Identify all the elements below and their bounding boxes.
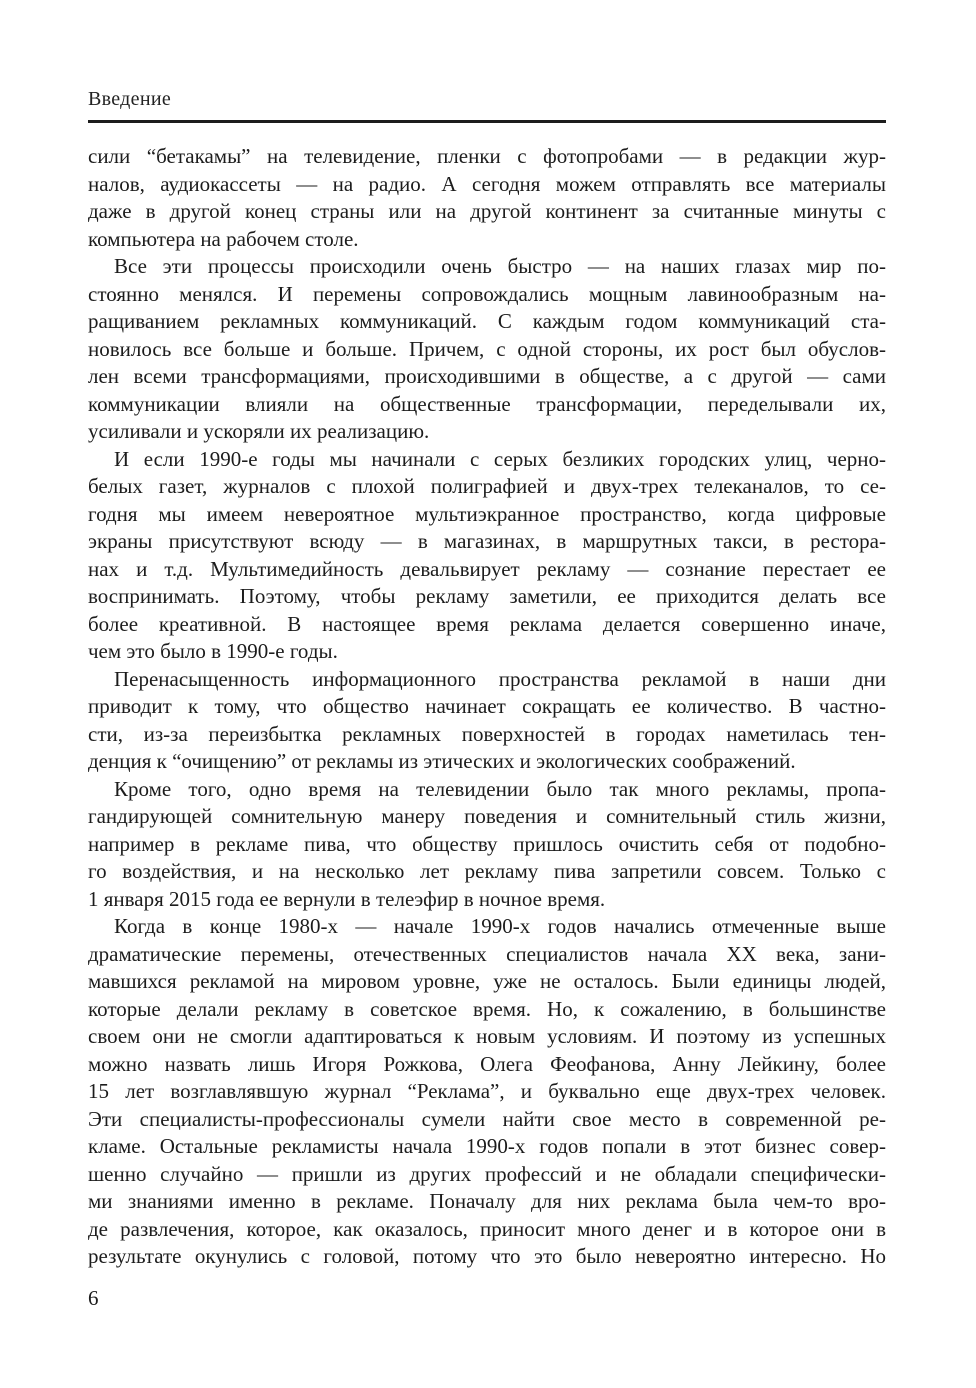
- text-line: приводит к тому, что общество начинает сокращать ее количество. В частно-: [88, 694, 886, 718]
- text-line: можно назвать лишь Игоря Рожкова, Олега Феофанова, Анну Лейкину, более: [88, 1051, 886, 1076]
- paragraph: [88, 446, 886, 666]
- paragraph: [88, 913, 886, 1271]
- text-line: 15 лет возглавлявшую журнал “Реклама”, и буквально еще двух-трех человек.: [88, 1079, 886, 1103]
- text-line: стоянно менялся. И перемены сопровождались мощным лавинообразным на-: [88, 281, 886, 306]
- text-line: Перенасыщенность информационного пространства рекламой в наши дни: [114, 666, 886, 691]
- text-line: кламе. Остальные рекламисты начала 1990-х годов попали в этот бизнес совер-: [88, 1134, 886, 1158]
- paragraph: [88, 143, 886, 253]
- text-line: усиливали и ускоряли их реализацию.: [88, 419, 430, 443]
- text-line: ми знаниями именно в рекламе. Поначалу для них реклама была чем-то вро-: [88, 1189, 886, 1213]
- text-line: экраны присутствуют всюду — в магазинах, в маршрутных такси, в рестора-: [88, 529, 886, 553]
- text-line: воспринимать. Поэтому, чтобы рекламу заметили, ее приходится делать все: [88, 584, 886, 608]
- text-line: Все эти процессы происходили очень быстро — на наших глазах мир по-: [114, 254, 886, 278]
- text-line: более креативной. В настоящее время реклама делается совершенно иначе,: [88, 611, 886, 636]
- text-line: ращиванием рекламных коммуникаций. С каждым годом коммуникаций ста-: [88, 309, 886, 333]
- text-line: Когда в конце 1980-х — начале 1990-х годов начались отмеченные выше: [114, 914, 886, 938]
- text-line: го воздействия, и на несколько лет рекламу пива запретили совсем. Только с: [88, 859, 886, 883]
- text-line: Эти специалисты-профессионалы сумели найти свое место в современной ре-: [88, 1106, 886, 1131]
- text-line: лен всеми трансформациями, происходившими в обществе, а с другой — сами: [88, 364, 886, 388]
- text-line: нах и т.д. Мультимедийность девальвирует рекламу — сознание перестает ее: [88, 556, 886, 581]
- text-line: годня мы имеем невероятное мультиэкранное пространство, когда цифровые: [88, 501, 886, 526]
- text-line: сти, из-за переизбытка рекламных поверхностей в городах наметилась тен-: [88, 721, 886, 746]
- text-line: мавшихся рекламой на мировом уровне, уже не осталось. Были единицы людей,: [88, 969, 886, 993]
- text-line: Кроме того, одно время на телевидении было так много рекламы, пропа-: [114, 776, 886, 801]
- text-line: денция к “очищению” от рекламы из этических и экологических соображений.: [88, 749, 796, 773]
- text-line: компьютера на рабочем столе.: [88, 226, 359, 251]
- text-line: например в рекламе пива, что обществу пришлось очистить себя от подобно-: [88, 831, 886, 856]
- text-line: своем они не смогли адаптироваться к новым условиям. И поэтому из успешных: [88, 1024, 886, 1048]
- text-line: И если 1990-е годы мы начинали с серых безликих городских улиц, черно-: [114, 446, 886, 471]
- body-text: [88, 143, 886, 1271]
- text-line: де развлечения, которое, как оказалось, приносит много денег и в которое они в: [88, 1216, 886, 1241]
- text-line: 1 января 2015 года ее вернули в телеэфир в ночное время.: [88, 886, 606, 911]
- text-line: которые делали рекламу в советское время. Но, к сожалению, в большинстве: [88, 996, 886, 1021]
- page-number: 6: [88, 1285, 99, 1310]
- header-rule: [88, 120, 886, 123]
- text-line: драматические перемены, отечественных специалистов начала XX века, зани-: [88, 941, 886, 966]
- text-line: налов, аудиокассеты — на радио. А сегодня можем отправлять все материалы: [88, 171, 886, 196]
- text-line: белых газет, журналов с плохой полиграфией и двух-трех телеканалов, то се-: [88, 474, 886, 498]
- text-line: даже в другой конец страны или на другой континент за считанные минуты с: [88, 199, 886, 223]
- text-line: чем это было в 1990-е годы.: [88, 639, 338, 663]
- paragraph: [88, 666, 886, 776]
- paragraph: [88, 776, 886, 914]
- text-line: коммуникации влияли на общественные трансформации, переделывали их,: [88, 391, 886, 416]
- text-line: сили “бетакамы” на телевидение, пленки с фотопробами — в редакции жур-: [88, 144, 886, 168]
- paragraph: [88, 253, 886, 446]
- text-line: гандирующей сомнительную манеру поведения и сомнительный стиль жизни,: [88, 804, 886, 828]
- text-line: новилось все больше и больше. Причем, с одной стороны, их рост был обуслов-: [88, 336, 886, 361]
- running-header: Введение: [88, 88, 172, 110]
- text-line: результате окунулись с головой, потому что это было невероятно интересно. Но: [88, 1244, 886, 1268]
- text-line: шенно случайно — пришли из других профессий и не обладали специфически-: [88, 1161, 886, 1186]
